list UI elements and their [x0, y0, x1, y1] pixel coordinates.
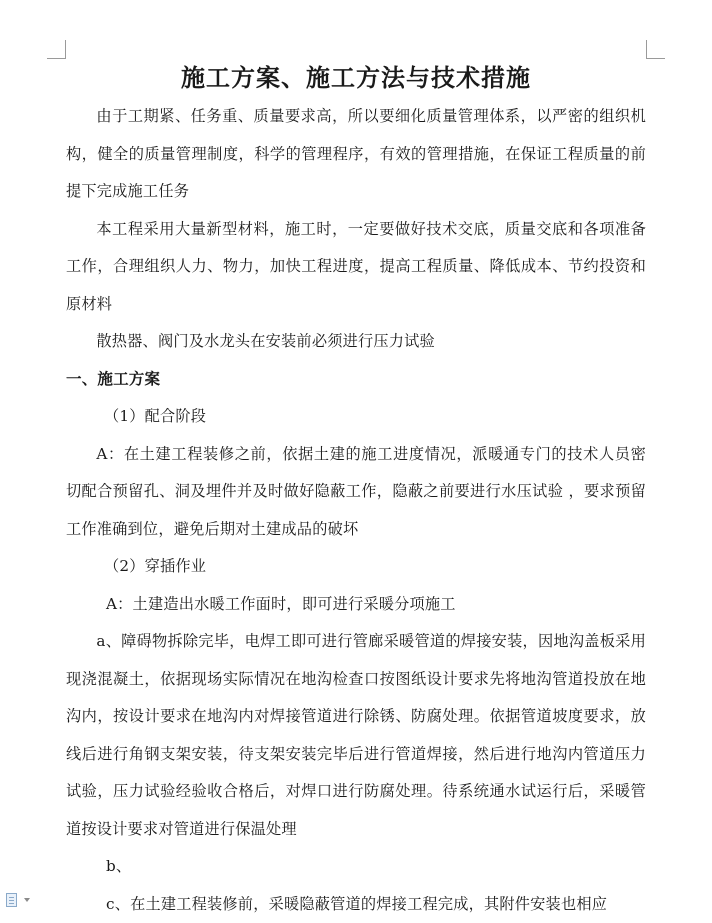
paragraph-sub-2-a: a、障碍物拆除完毕，电焊工即可进行管廊采暖管道的焊接安装，因地沟盖板采用现浇混凝土，依据现场实际情况在地沟检查口按图纸设计要求先将地沟管道投放在地沟内，按设计要求在地沟内对焊接管道进行除锈、防腐处理。依据管道坡度要求，放线后进行角钢支架安装，待支架安装完毕后进行管道焊接，然后进行地沟内管道压力试验，压力试验经验收合格后，对焊口进行防腐处理。待系统通水试运行后，采暖管道按设计要求对管道进行保温处理: [66, 623, 646, 848]
document-title: 施工方案、施工方法与技术措施: [66, 60, 646, 96]
sub-heading-1: （1）配合阶段: [66, 398, 646, 436]
paragraph-sub-1: A：在土建工程装修之前，依据土建的施工进度情况，派暖通专门的技术人员密切配合预留孔、洞及埋件并及时做好隐蔽工作，隐蔽之前要进行水压试验 ，要求预留工作准确到位，避免后期对土建成品的破坏: [66, 436, 646, 549]
line-sub-2-a: A：土建造出水暖工作面时，即可进行采暖分项施工: [66, 586, 646, 624]
line-sub-2-c: c、在土建工程装修前，采暖隐蔽管道的焊接工程完成，其附件安装也相应: [66, 886, 646, 923]
paragraph-3: 散热器、阀门及水龙头在安装前必须进行压力试验: [66, 323, 646, 361]
sub-heading-2: （2）穿插作业: [66, 548, 646, 586]
paragraph-2: 本工程采用大量新型材料，施工时，一定要做好技术交底，质量交底和各项准备工作，合理组织人力、物力，加快工程进度，提高工程质量、降低成本、节约投资和原材料: [66, 211, 646, 324]
page-corner-mark-top-right: [646, 40, 665, 59]
page-corner-mark-top-left: [47, 40, 66, 59]
line-sub-2-b: b、: [66, 848, 646, 886]
section-heading-1: 一、施工方案: [66, 361, 646, 399]
document-body: [66, 60, 646, 923]
paragraph-1: 由于工期紧、任务重、质量要求高，所以要细化质量管理体系，以严密的组织机构，健全的质量管理制度，科学的管理程序，有效的管理措施，在保证工程质量的前提下完成施工任务: [66, 98, 646, 211]
chevron-down-icon[interactable]: [24, 898, 30, 902]
document-page-icon[interactable]: [6, 893, 18, 907]
